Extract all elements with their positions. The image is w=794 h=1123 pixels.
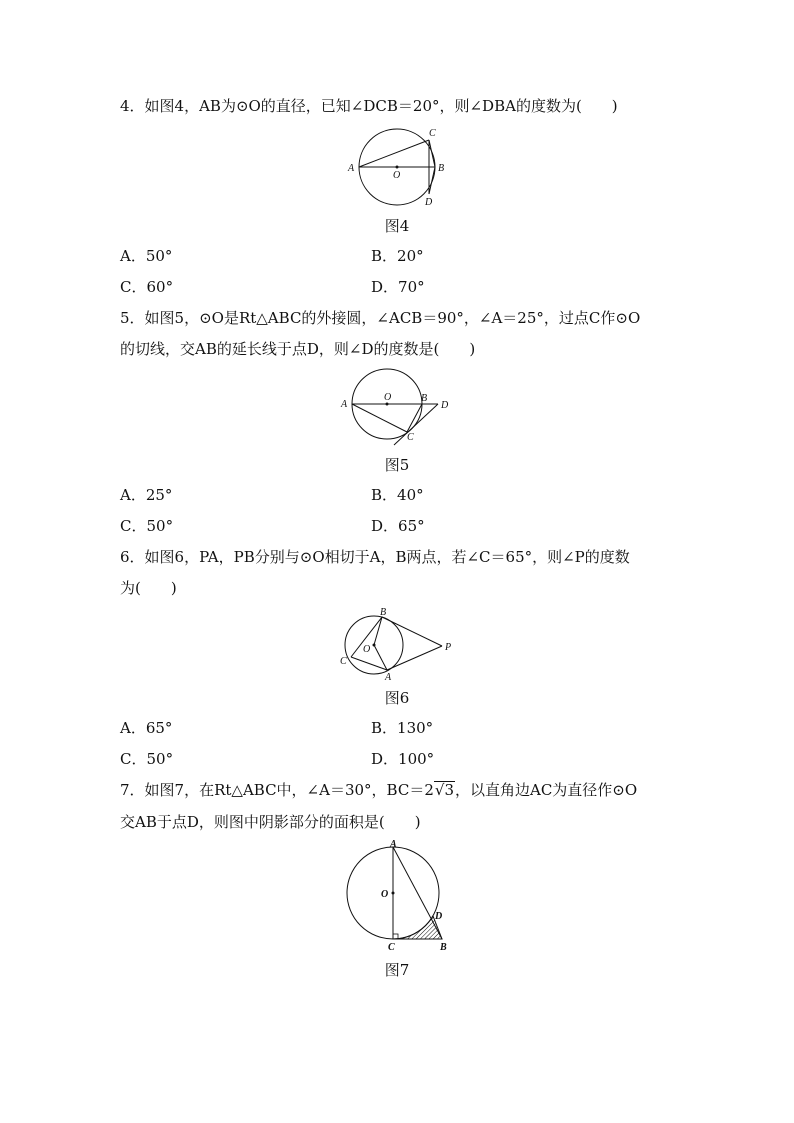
- fig6-label-o: O: [363, 644, 371, 655]
- q5-option-d[interactable]: D．65°: [371, 517, 425, 535]
- fig4-label-b: B: [438, 163, 445, 174]
- q5-stem-line2: 的切线，交AB的延长线于点D，则∠D的度数是( ): [120, 340, 476, 358]
- q6-stem-line2: 为( ): [120, 579, 177, 597]
- fig4-label-d: D: [425, 197, 433, 208]
- fig7-label-d: D: [435, 911, 443, 922]
- q5-option-b[interactable]: B．40°: [371, 486, 424, 504]
- fig6-label-b: B: [380, 607, 387, 618]
- fig4-label-o: O: [393, 170, 401, 181]
- fig7-label-c: C: [388, 942, 395, 953]
- fig7-label-b: B: [440, 942, 447, 953]
- q7-stem-line1: [120, 780, 637, 800]
- q4-option-a[interactable]: A．50°: [120, 247, 173, 265]
- sqrt-radical: √3: [434, 781, 454, 799]
- figure-5: [335, 365, 465, 450]
- q6-option-d[interactable]: D．100°: [371, 750, 435, 768]
- q6-option-c[interactable]: C．50°: [120, 750, 174, 768]
- fig6-label-a: A: [385, 672, 392, 683]
- q7-stem-text-a: 7．如图7，在Rt△ABC中，∠A＝30°，BC＝2: [120, 781, 434, 799]
- q7-sqrt-arg: 3: [444, 781, 454, 799]
- q6-option-b[interactable]: B．130°: [371, 719, 434, 737]
- q7-stem-text-b: ，以直角边AC为直径作⊙O: [454, 781, 638, 799]
- q4-option-b[interactable]: B．20°: [371, 247, 424, 265]
- figure-5-caption: 图5: [384, 456, 410, 474]
- figure-7-caption: 图7: [384, 961, 410, 979]
- fig5-label-a: A: [341, 399, 348, 410]
- fig4-label-c: C: [429, 128, 436, 139]
- fig7-label-a: A: [390, 839, 397, 850]
- fig7-label-o: O: [381, 889, 389, 900]
- q4-option-d[interactable]: D．70°: [371, 278, 425, 296]
- q5-option-a[interactable]: A．25°: [120, 486, 173, 504]
- figure-4-caption: 图4: [384, 217, 410, 235]
- figure-6: [335, 605, 465, 685]
- figure-7: [330, 838, 470, 958]
- fig5-label-b: B: [421, 393, 428, 404]
- fig6-label-c: C: [340, 656, 347, 667]
- fig5-label-d: D: [441, 400, 449, 411]
- fig6-label-p: P: [445, 642, 452, 653]
- figure-6-caption: 图6: [384, 689, 410, 707]
- figure-4: [340, 125, 460, 210]
- q5-stem-line1: 5．如图5，⊙O是Rt△ABC的外接圆，∠ACB＝90°，∠A＝25°，过点C作⊙O: [120, 309, 641, 327]
- fig5-label-o: O: [384, 392, 392, 403]
- q6-option-a[interactable]: A．65°: [120, 719, 173, 737]
- q7-stem-line2: 交AB于点D，则图中阴影部分的面积是( ): [120, 813, 421, 831]
- fig5-label-c: C: [407, 432, 414, 443]
- q6-stem-line1: 6．如图6，PA，PB分别与⊙O相切于A，B两点，若∠C＝65°，则∠P的度数: [120, 548, 630, 566]
- q4-option-c[interactable]: C．60°: [120, 278, 174, 296]
- q4-stem-line1: 4．如图4，AB为⊙O的直径，已知∠DCB＝20°，则∠DBA的度数为( ): [120, 97, 618, 115]
- fig4-label-a: A: [348, 163, 355, 174]
- q5-option-c[interactable]: C．50°: [120, 517, 174, 535]
